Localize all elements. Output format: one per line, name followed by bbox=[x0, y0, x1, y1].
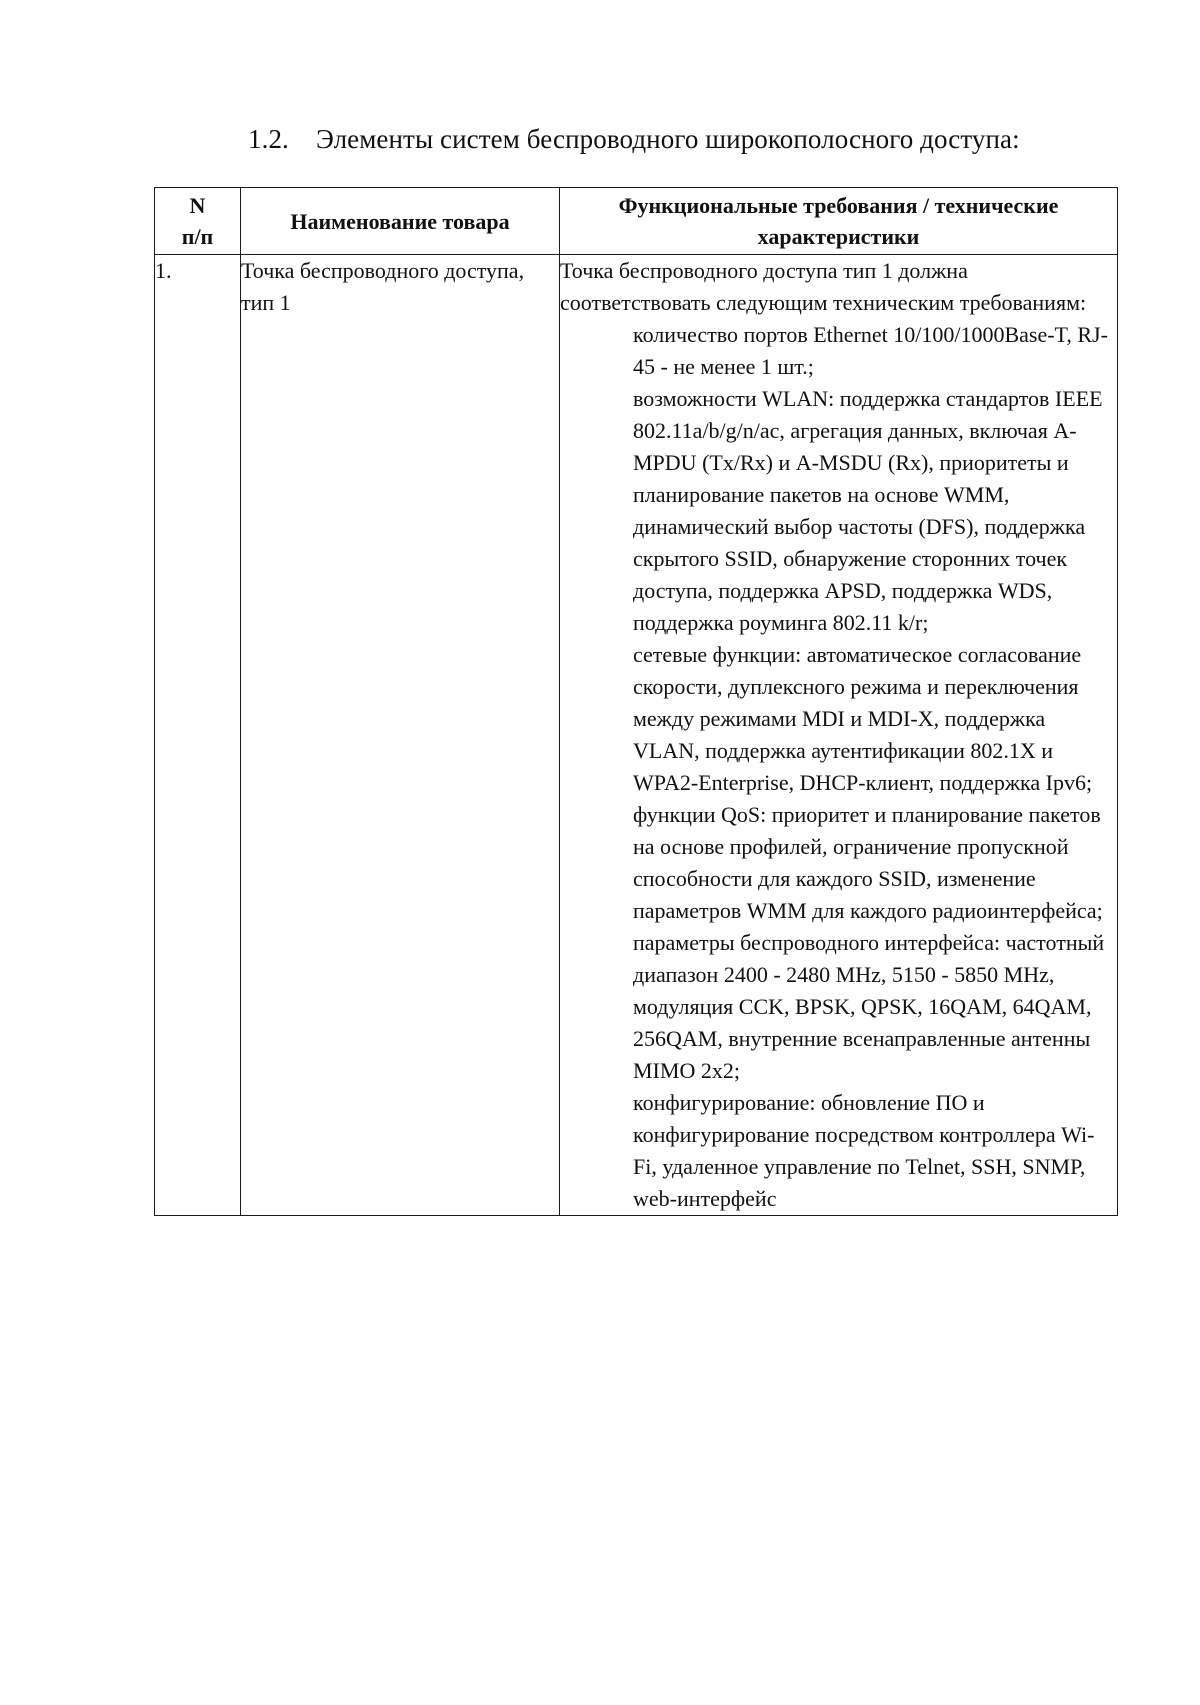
product-name: Точка беспроводного доступа, тип 1 bbox=[241, 255, 560, 1216]
section-title: Элементы систем беспроводного широкополосного доступа: bbox=[316, 124, 1020, 154]
table-header-row bbox=[155, 188, 1118, 255]
requirements-cell bbox=[560, 255, 1118, 1216]
section-number: 1.2. bbox=[248, 124, 289, 154]
requirements-intro: Точка беспроводного доступа тип 1 должна соответствовать следующим техническим требованиям: bbox=[560, 258, 1087, 315]
requirement-network: сетевые функции: автоматическое согласование скорости, дуплексного режима и переключения между режимами MDI и MDI-X, поддержка VLAN, поддержка аутентификации 802.1X и WPA2-Enterprise, DHCP-клиент, поддержка Ipv6; bbox=[633, 642, 1093, 795]
section-heading bbox=[248, 124, 1020, 155]
requirement-ports: количество портов Ethernet 10/100/1000Base-T, RJ-45 - не менее 1 шт.; bbox=[633, 322, 1108, 379]
requirement-configuration: конфигурирование: обновление ПО и конфигурирование посредством контроллера Wi-Fi, удаленное управление по Telnet, SSH, SNMP, web-интерфейс bbox=[633, 1090, 1095, 1211]
header-requirements-line2: характеристики bbox=[757, 224, 920, 249]
header-product-name: Наименование товара bbox=[241, 188, 560, 255]
row-number: 1. bbox=[155, 255, 241, 1216]
header-requirements-line1: Функциональные требования / технические bbox=[618, 193, 1059, 218]
header-number bbox=[155, 188, 241, 255]
requirement-wireless: параметры беспроводного интерфейса: частотный диапазон 2400 - 2480 MHz, 5150 - 5850 MHz, модуляция CCK, BPSK, QPSK, 16QAM, 64QAM, 256QAM, внутренние всенаправленные антенны MIMO 2x2; bbox=[633, 930, 1105, 1083]
specification-table bbox=[154, 187, 1118, 1216]
table-row bbox=[155, 255, 1118, 1216]
header-number-line2: п/п bbox=[181, 224, 214, 249]
header-number-line1: N bbox=[189, 193, 206, 218]
requirement-qos: функции QoS: приоритет и планирование пакетов на основе профилей, ограничение пропускной способности для каждого SSID, изменение параметров WMM для каждого радиоинтерфейса; bbox=[633, 802, 1103, 923]
requirement-wlan: возможности WLAN: поддержка стандартов IEEE 802.11a/b/g/n/ac, агрегация данных, включая A-MPDU (Tx/Rx) и A-MSDU (Rx), приоритеты и планирование пакетов на основе WMM, динамический выбор частоты (DFS), поддержка скрытого SSID, обнаружение сторонних точек доступа, поддержка APSD, поддержка WDS, поддержка роуминга 802.11 k/r; bbox=[633, 386, 1103, 635]
header-requirements bbox=[560, 188, 1118, 255]
